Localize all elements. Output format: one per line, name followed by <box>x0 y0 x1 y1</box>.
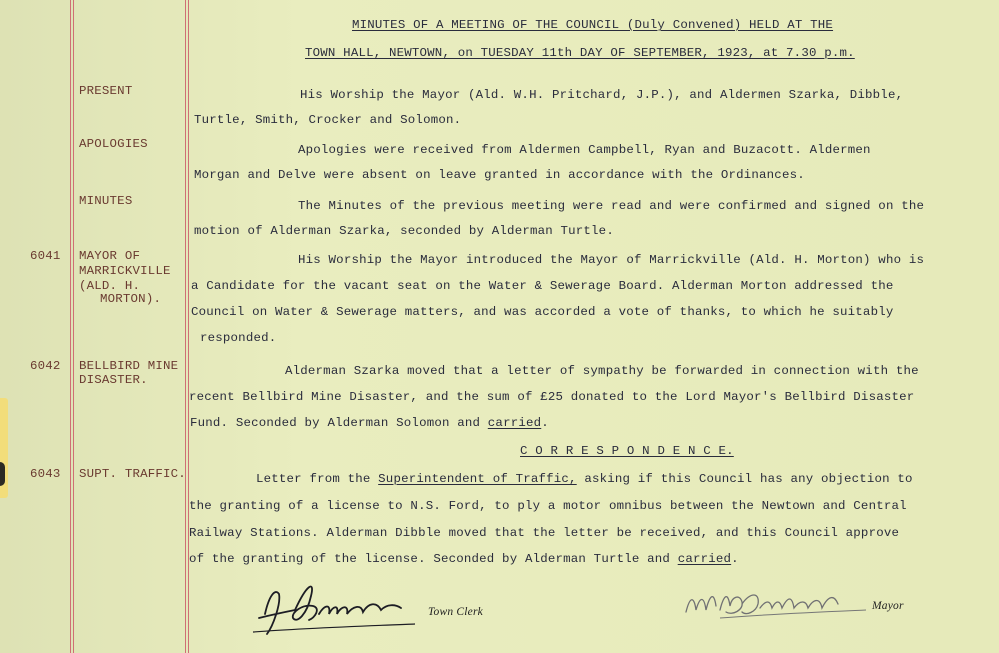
marrickville-line-4: responded. <box>200 331 277 345</box>
label-present: PRESENT <box>79 84 133 98</box>
minutes-line-1: The Minutes of the previous meeting were read and were confirmed and signed on the <box>298 199 925 213</box>
binder-clip <box>0 462 5 486</box>
marrickville-line-3: Council on Water & Sewerage matters, and was accorded a vote of thanks, to which he suitably <box>191 305 894 319</box>
traffic-line-4 <box>189 552 739 566</box>
present-line-2: Turtle, Smith, Crocker and Solomon. <box>194 113 462 127</box>
traffic-line-4-a: of the granting of the license. Seconded by Alderman Turtle and <box>189 552 678 566</box>
label-supt-traffic: SUPT. TRAFFIC. <box>79 467 186 481</box>
traffic-line-2: the granting of a license to N.S. Ford, to ply a motor omnibus between the Newtown and Central <box>189 499 907 513</box>
label-mayor-of: MAYOR OF <box>79 249 141 263</box>
minute-number-6042: 6042 <box>30 359 61 373</box>
traffic-line-1-b: asking if this Council has any objection to <box>576 472 913 486</box>
label-marrickville: MARRICKVILLE <box>79 264 171 278</box>
mayor-label: Mayor <box>872 600 904 612</box>
bellbird-carried: carried <box>487 416 542 430</box>
traffic-line-1-a: Letter from the <box>256 472 379 486</box>
bellbird-line-1: Alderman Szarka moved that a letter of sympathy be forwarded in connection with the <box>285 364 919 378</box>
town-clerk-label: Town Clerk <box>428 606 483 618</box>
apologies-line-2: Morgan and Delve were absent on leave granted in accordance with the Ordinances. <box>194 168 805 182</box>
traffic-carried: carried <box>677 552 732 566</box>
traffic-line-3: Railway Stations. Alderman Dibble moved that the letter be received, and this Council approve <box>189 526 900 540</box>
margin-rule-left-double <box>73 0 74 653</box>
traffic-period: . <box>731 552 739 566</box>
traffic-line-1 <box>256 472 913 486</box>
heading-line-2: TOWN HALL, NEWTOWN, on TUESDAY 11th DAY OF SEPTEMBER, 1923, at 7.30 p.m. <box>305 46 855 60</box>
mayor-signature <box>680 582 870 632</box>
label-minutes: MINUTES <box>79 194 133 208</box>
heading-line-1: MINUTES OF A MEETING OF THE COUNCIL (Duly Convened) HELD AT THE <box>352 18 834 32</box>
margin-rule-left <box>70 0 71 653</box>
marrickville-line-2: a Candidate for the vacant seat on the Water & Sewerage Board. Alderman Morton addressed the <box>191 279 894 293</box>
margin-rule-right <box>185 0 186 653</box>
label-ald-h: (ALD. H. <box>79 279 141 293</box>
bellbird-line-3-text: Fund. Seconded by Alderman Solomon and <box>190 416 488 430</box>
present-line-1: His Worship the Mayor (Ald. W.H. Pritchard, J.P.), and Aldermen Szarka, Dibble, <box>300 88 904 102</box>
town-clerk-signature <box>245 574 425 642</box>
apologies-line-1: Apologies were received from Aldermen Campbell, Ryan and Buzacott. Aldermen <box>298 143 871 157</box>
label-bellbird-mine: BELLBIRD MINE <box>79 359 179 373</box>
label-apologies: APOLOGIES <box>79 137 148 151</box>
bellbird-period: . <box>541 416 549 430</box>
label-disaster: DISASTER. <box>79 373 148 387</box>
marrickville-line-1: His Worship the Mayor introduced the Mayor of Marrickville (Ald. H. Morton) who is <box>298 253 925 267</box>
label-morton: MORTON). <box>100 292 162 306</box>
traffic-superintendent: Superintendent of Traffic, <box>378 472 577 486</box>
bellbird-line-3 <box>190 416 549 430</box>
minute-number-6043: 6043 <box>30 467 61 481</box>
correspondence-heading: C O R R E S P O N D E N C E. <box>520 444 734 458</box>
bellbird-line-2: recent Bellbird Mine Disaster, and the sum of £25 donated to the Lord Mayor's Bellbird Disaster <box>189 390 915 404</box>
minutes-line-2: motion of Alderman Szarka, seconded by Alderman Turtle. <box>194 224 614 238</box>
minute-number-6041: 6041 <box>30 249 61 263</box>
